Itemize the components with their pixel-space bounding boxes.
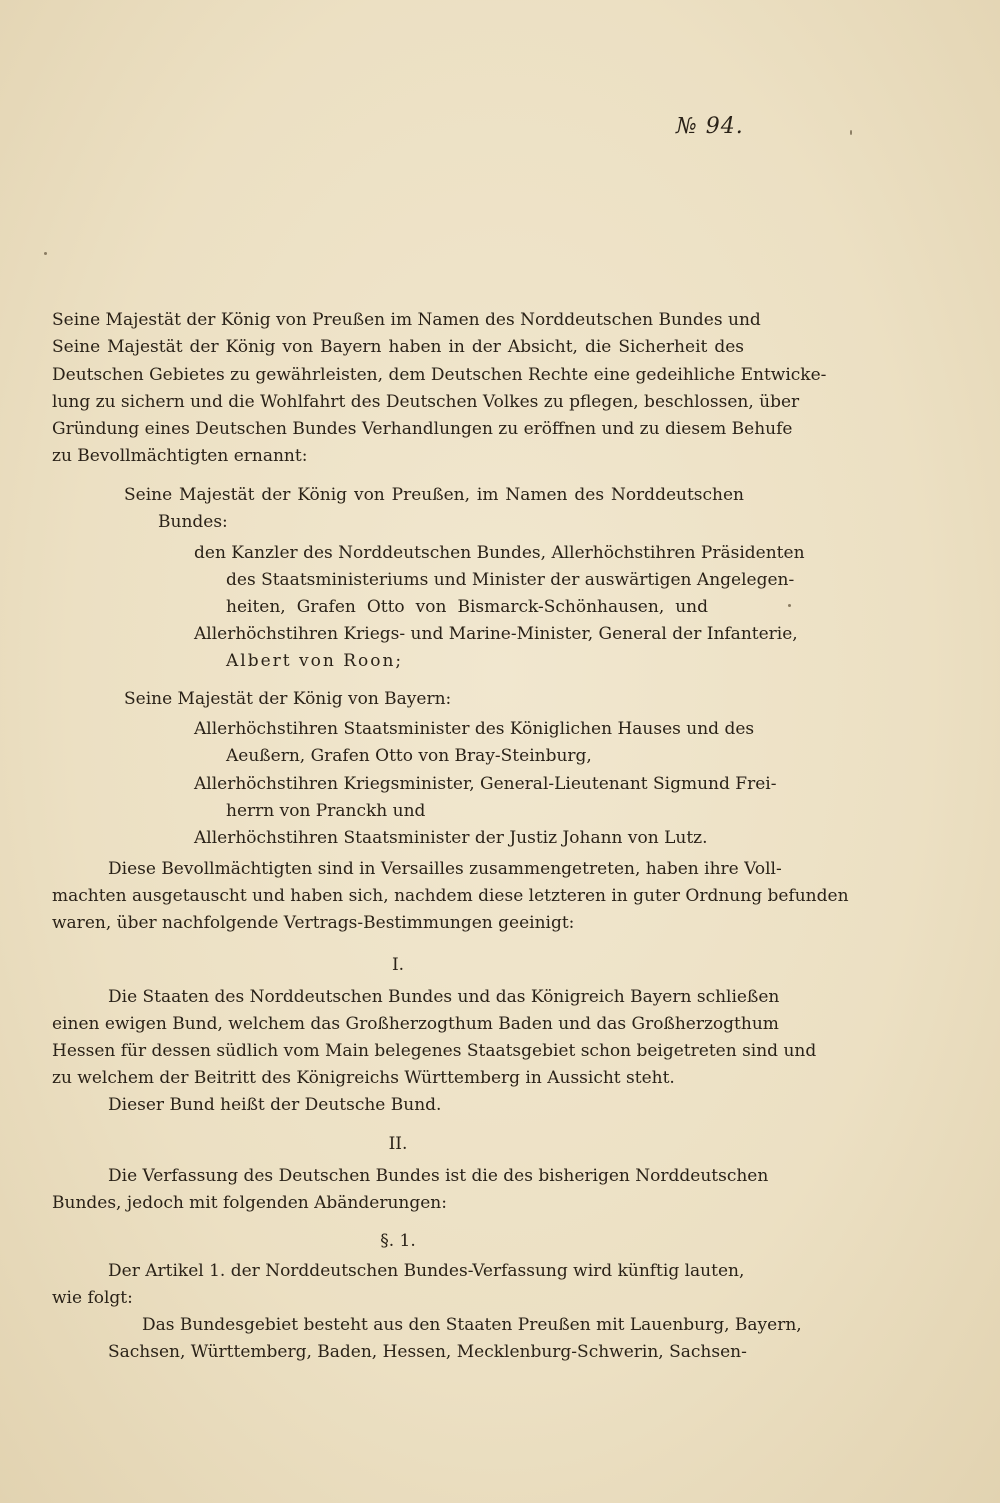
prussia-intro: Bundes: (158, 512, 228, 532)
section-line: Dieser Bund heißt der Deutsche Bund. (108, 1095, 442, 1115)
agreement-line: machten ausgetauscht und haben sich, nachdem diese letzteren in guter Ordnung befunden (52, 886, 849, 906)
section-line: einen ewigen Bund, welchem das Großherzogthum Baden und das Großherzogthum (52, 1014, 779, 1034)
paper-speck (788, 604, 791, 607)
bavaria-delegate-line: Allerhöchstihren Staatsminister der Justiz Johann von Lutz. (194, 828, 708, 848)
preamble-line: Deutschen Gebietes zu gewährleisten, dem Deutschen Rechte eine gedeihliche Entwicke- (52, 365, 827, 385)
prussia-delegate-line: des Staatsministeriums und Minister der auswärtigen Angelegen- (226, 570, 795, 590)
paper-speck (44, 252, 47, 255)
bavaria-delegate-line: Allerhöchstihren Kriegsminister, General-Lieutenant Sigmund Frei- (194, 774, 777, 794)
section-line: Die Verfassung des Deutschen Bundes ist die des bisherigen Norddeutschen (108, 1166, 769, 1186)
paragraph-heading: §. 1. (380, 1231, 416, 1251)
prussia-delegate-line: den Kanzler des Norddeutschen Bundes, Allerhöchstihren Präsidenten (194, 543, 805, 563)
section-line: zu welchem der Beitritt des Königreichs Württemberg in Aussicht steht. (52, 1068, 675, 1088)
bavaria-intro: Seine Majestät der König von Bayern: (124, 689, 452, 709)
preamble-line: Gründung eines Deutschen Bundes Verhandlungen zu eröffnen und zu diesem Behufe (52, 419, 793, 439)
preamble-line: lung zu sichern und die Wohlfahrt des Deutschen Volkes zu pflegen, beschlossen, über (52, 392, 800, 412)
section-line: Die Staaten des Norddeutschen Bundes und das Königreich Bayern schließen (108, 987, 780, 1007)
article-line: wie folgt: (52, 1288, 133, 1308)
agreement-line: waren, über nachfolgende Vertrags-Bestimmungen geeinigt: (52, 913, 575, 933)
bavaria-delegate-line: herrn von Pranckh und (226, 801, 426, 821)
paper-speck (850, 130, 852, 135)
article-line: Das Bundesgebiet besteht aus den Staaten Preußen mit Lauenburg, Bayern, (142, 1315, 802, 1335)
agreement-line: Diese Bevollmächtigten sind in Versailles zusammengetreten, haben ihre Voll- (108, 859, 782, 879)
prussia-delegate-line: heiten, Grafen Otto von Bismarck-Schönhausen, und (226, 597, 708, 617)
prussia-delegate-line: Albert von Roon; (226, 651, 404, 671)
page-number: № 94. (676, 114, 744, 139)
section-heading: II. (388, 1134, 408, 1154)
prussia-intro: Seine Majestät der König von Preußen, im Namen des Norddeutschen (124, 485, 744, 505)
article-line: Sachsen, Württemberg, Baden, Hessen, Mecklenburg-Schwerin, Sachsen- (108, 1342, 747, 1362)
section-heading: I. (391, 955, 405, 975)
article-line: Der Artikel 1. der Norddeutschen Bundes-Verfassung wird künftig lauten, (108, 1261, 745, 1281)
preamble-line: Seine Majestät der König von Bayern haben in der Absicht, die Sicherheit des (52, 337, 744, 357)
section-line: Hessen für dessen südlich vom Main belegenes Staatsgebiet schon beigetreten sind und (52, 1041, 817, 1061)
prussia-delegate-line: Allerhöchstihren Kriegs- und Marine-Minister, General der Infanterie, (194, 624, 798, 644)
preamble-line: Seine Majestät der König von Preußen im Namen des Norddeutschen Bundes und (52, 310, 761, 330)
section-line: Bundes, jedoch mit folgenden Abänderungen: (52, 1193, 447, 1213)
bavaria-delegate-line: Allerhöchstihren Staatsminister des Königlichen Hauses und des (194, 719, 755, 739)
preamble-line: zu Bevollmächtigten ernannt: (52, 446, 308, 466)
bavaria-delegate-line: Aeußern, Grafen Otto von Bray-Steinburg, (226, 746, 592, 766)
